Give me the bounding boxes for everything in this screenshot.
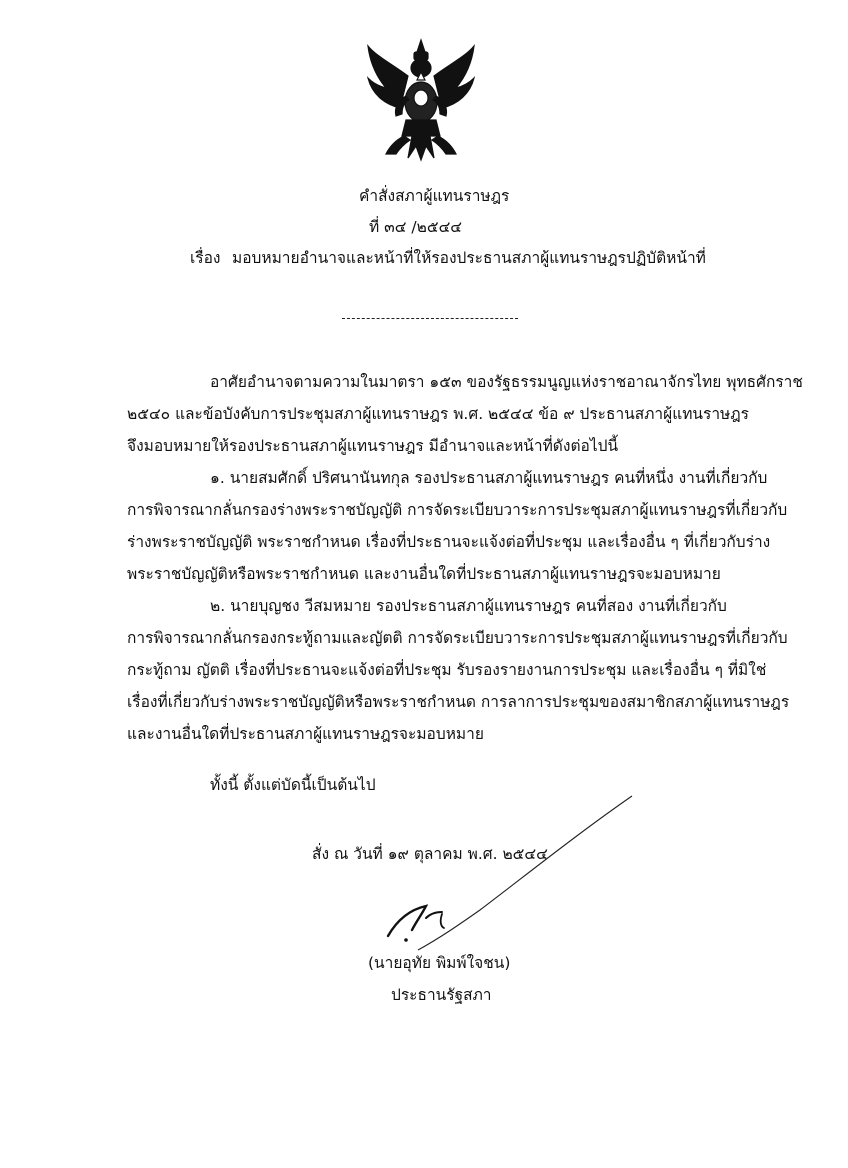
- item1-line-4: พระราชบัญญัติหรือพระราชกำหนด และงานอื่นใดที่ประธานสภาผู้แทนราษฎรจะมอบหมาย: [127, 565, 721, 583]
- intro-line-3: จึงมอบหมายให้รองประธานสภาผู้แทนราษฎร มีอำนาจและหน้าที่ดังต่อไปนี้: [127, 437, 619, 455]
- item1-line-3: ร่างพระราชบัญญัติ พระราชกำหนด เรื่องที่ประธานจะแจ้งต่อที่ประชุม และเรื่องอื่น ๆ ที่เกี่ยวกับร่าง: [127, 533, 771, 551]
- signer-title: ประธานรัฐสภา: [391, 986, 492, 1004]
- subject-label: เรื่อง: [190, 249, 221, 267]
- order-date: สั่ง ณ วันที่ ๑๙ ตุลาคม พ.ศ. ๒๕๔๔: [312, 845, 548, 863]
- garuda-emblem-icon: [362, 36, 480, 162]
- item2-line-2: การพิจารณากลั่นกรองกระทู้ถามและญัตติ การจัดระเบียบวาระการประชุมสภาผู้แทนราษฎรที่เกี่ยวกับ: [127, 629, 788, 647]
- intro-line-1: อาศัยอำนาจตามความในมาตรา ๑๕๓ ของรัฐธรรมนูญแห่งราชอาณาจักรไทย พุทธศักราช: [210, 373, 803, 391]
- handwritten-signature: [382, 900, 472, 944]
- item2-line-1: ๒. นายบุญชง วีสมหมาย รองประธานสภาผู้แทนราษฎร คนที่สอง งานที่เกี่ยวกับ: [210, 597, 727, 615]
- item2-line-5: และงานอื่นใดที่ประธานสภาผู้แทนราษฎรจะมอบหมาย: [127, 725, 484, 743]
- intro-line-2: ๒๕๔๐ และข้อบังคับการประชุมสภาผู้แทนราษฎร พ.ศ. ๒๕๔๔ ข้อ ๙ ประธานสภาผู้แทนราษฎร: [127, 405, 749, 423]
- signer-name: (นายอุทัย พิมพ์ใจชน): [368, 954, 511, 972]
- subject-text: มอบหมายอำนาจและหน้าที่ให้รองประธานสภาผู้แทนราษฎรปฏิบัติหน้าที่: [232, 249, 706, 267]
- order-org-title: คำสั่งสภาผู้แทนราษฎร: [359, 187, 510, 205]
- item1-line-1: ๑. นายสมศักดิ์ ปริศนานันทกุล รองประธานสภาผู้แทนราษฎร คนที่หนึ่ง งานที่เกี่ยวกับ: [210, 469, 768, 487]
- item2-line-3: กระทู้ถาม ญัตติ เรื่องที่ประธานจะแจ้งต่อที่ประชุม รับรองรายงานการประชุม และเรื่องอื่น ๆ ที่มิใช่: [127, 661, 767, 679]
- item2-line-4: เรื่องที่เกี่ยวกับร่างพระราชบัญญัติหรือพระราชกำหนด การลาการประชุมของสมาชิกสภาผู้แทนราษฎร: [127, 693, 790, 711]
- order-number: ที่ ๓๔ /๒๕๔๔: [369, 218, 463, 236]
- separator-rule: [342, 318, 518, 319]
- item1-line-2: การพิจารณากลั่นกรองร่างพระราชบัญญัติ การจัดระเบียบวาระการประชุมสภาผู้แทนราษฎรที่เกี่ยวกับ: [127, 501, 788, 519]
- effective-clause: ทั้งนี้ ตั้งแต่บัดนี้เป็นต้นไป: [210, 776, 376, 794]
